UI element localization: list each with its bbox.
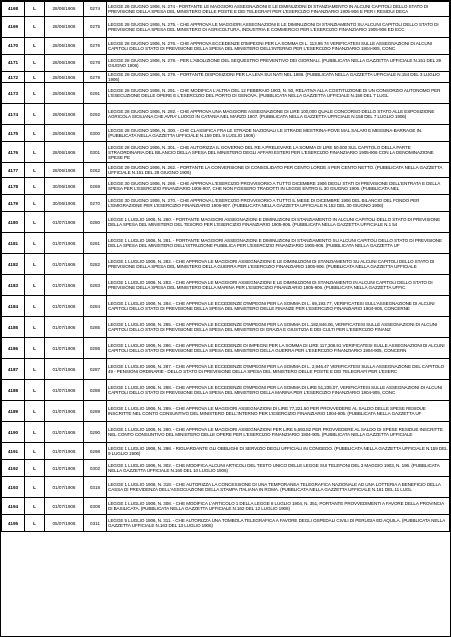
row-sequence: 0280	[84, 212, 107, 233]
row-description: LEGGE 1 LUGLIO 1906, N. 287. - CHE APPROVA LE ECCEDENZE D'IMPEGNI PER LA SOMMA DI L. 2,946.47 VERIFICATESI SULLA ASSEGNAZIONE DEL CAPITOLO 49 - PENSIONI ORDINARIE - DELLO STATO DI PREVISIONE DELLA SPESA DEL MINISTERO DELLE POSTE E DEI TELEGRAFI PER L'ESERC	[107, 359, 450, 380]
row-number: 4182	[2, 254, 25, 275]
row-number: 4188	[2, 380, 25, 401]
row-description: LEGGE 29 GIUGNO 1906, N. 262. - PORTANTE LA CONVERSIONE DI CONSOLIDATO PER CENTO LORDE 4 PER CENTO NETTO. (PUBBLICATA NELLA GAZZETTA UFFICIALE N.151 DEL 29 GIUGNO 1906)	[107, 163, 450, 178]
row-type: L	[25, 460, 45, 477]
row-sequence: 0290	[84, 422, 107, 443]
row-description: LEGGE 1 LUGLIO 1906, N. 298. - RIGUARDANTE GLI OBBLIGHI DI SERVIZIO DEGLI UFFICIALI IN CONGEDO. (PUBBLICATA NELLA GAZZETTA UFFICIALE N.159 DEL 9 LUGLIO 1906)	[107, 443, 450, 460]
table-row[interactable]	[2, 17, 450, 38]
row-sequence: 0281	[84, 233, 107, 254]
row-date: 28/06/1906	[45, 83, 84, 104]
row-type: L	[25, 498, 45, 515]
table-row[interactable]	[2, 212, 450, 233]
row-sequence: 0300	[84, 125, 107, 142]
table-row[interactable]	[2, 83, 450, 104]
table-row[interactable]	[2, 515, 450, 532]
row-number: 4170	[2, 38, 25, 55]
row-description: LEGGE 1 LUGLIO 1906, N. 302. - CHE MODIFICA ALCUNI ARTICOLI DEL TESTO UNICO DELLE LEGGE SUI TELEFONI DEL 3 MAGGIO 1903, N. 196. (PUBBLICATA NELLA GAZZETTA UFFICIALE N.160 DEL 10 LUGLIO 1906)	[107, 460, 450, 477]
row-description: LEGGE 28 GIUGNO 1906, N. 291. - CHE MODIFICA L'ALTRA DEL 12 FEBBRAIO 1903, N. 50, RELATIVA ALLA COSTITUZIONE DI UN CONSORZIO AUTONOMO PER L'ESECUZIONE DELLE OPERE E L'ESERCIZIO DEL PORTO DI GENOVA. (PUBBLICATA NELLA GAZZETTA UFFICIALE N.158 DEL 7 LUGL	[107, 83, 450, 104]
row-description: LEGGE 1 LUGLIO 1906, N. 290. - CHE APPROVA LE MAGGIORI ASSEGNAZIONI PER LIRE 5,693.82 PER PROVVEDERE AL SALDO DI SPESE RESIDUE INSCRITTE NEL CONTO CONSUNTIVO DEL MINISTERO DELLE OPERE PER L'ESERCIZIO FINANZIARIO 1904-905. (PUBBLICATA NELLA GAZZETTA UFFICIALE	[107, 422, 450, 443]
row-date: 30/06/1906	[45, 178, 84, 195]
row-type: L	[25, 317, 45, 338]
row-number: 4187	[2, 359, 25, 380]
row-number: 4190	[2, 422, 25, 443]
row-date: 01/07/1906	[45, 380, 84, 401]
table-row[interactable]	[2, 254, 450, 275]
row-number: 4168	[2, 2, 25, 17]
row-date: 28/06/1906	[45, 142, 84, 163]
row-date: 01/07/1906	[45, 460, 84, 477]
row-type: L	[25, 296, 45, 317]
row-type: L	[25, 104, 45, 125]
row-number: 4171	[2, 55, 25, 72]
row-date: 01/07/1906	[45, 422, 84, 443]
table-row[interactable]	[2, 296, 450, 317]
row-type: L	[25, 515, 45, 532]
table-row[interactable]	[2, 443, 450, 460]
row-description: LEGGE 1 LUGLIO 1906, N. 284. - CHE APPROVA LE ECCEDENZE D'IMPEGNI PER LA SOMMA DI L. 69,193.77, VERIFICATESI SULL'ASSEGNAZIONE DI ALCUNI CAPITOLI DELLO STATO DI PREVISIONE DELLA SPESA DEL MINISTERO DELLE FINANZE PER L'ESERCIZIO FINANZIARIO 1904-905, CONCERNE	[107, 296, 450, 317]
row-date: 28/06/1906	[45, 17, 84, 38]
row-description: LEGGE 28 GIUGNO 1906, N. 300. - CHE CLASSIFICA FRA LE STRADE NAZIONALI LE STRADE MESTRINA-POVE MAL SALARI E MESSINA-BARRAGE IN. (PUBBLICATA NELLA GAZZETTA UFFICIALE N.159 DEL 9 LUGLIO 1906)	[107, 125, 450, 142]
table-row[interactable]	[2, 498, 450, 515]
row-type: L	[25, 55, 45, 72]
row-type: L	[25, 125, 45, 142]
row-description: LEGGE 1 LUGLIO 1906, N. 280. - PORTANTE MAGGIORI ASSEGNAZIONI E DIMINUZIONI DI STANZIAMENTO IN ALCUNI CAPITOLI DELLO STATO DI PREVISIONE DELLA SPESA DEL MINISTERO DEL TESORO PER L'ESERCIZIO FINANZIARIO 1905-906. (PUBBLICATA NELLA GAZZETTA UFFICIALE N.1 54	[107, 212, 450, 233]
row-sequence: 0279	[84, 72, 107, 83]
table-body	[2, 2, 450, 532]
row-date: 28/06/1906	[45, 2, 84, 17]
row-date: 01/07/1906	[45, 212, 84, 233]
row-date: 01/07/1906	[45, 254, 84, 275]
row-date: 01/07/1906	[45, 443, 84, 460]
row-description: LEGGE 1 LUGLIO 1906, N. 308. - CHE MODIFICA L'ARTICOLO 1 DELLA LEGGE 8 LUGLIO 1904, N. 351, PORTANTE PROVVEDIMENTI A FAVORE DELLA PROVINCIA DI BASILICATA. (PUBBLICATA NELLA GAZZETTA UFFICIALE N.162 DEL 12 LUGLIO 1906)	[107, 498, 450, 515]
row-description: LEGGE 1 LUGLIO 1906, N. 318. - CHE AUTORIZZA LA CONCESSIONE DI UNA TEMPORANEA TELEGRAFICA NAZIONALE AD UNA LOTTERIA A BENEFICIO DELLA CASSA DI PREVIDENZA DELL'ASSOCIAZIONE DELLA STAMPA ITALIANA IN ROMA. (PUBBLICATA NELLA GAZZETTA UFFICIALE N.161 DEL 11 LUGL	[107, 477, 450, 498]
row-type: L	[25, 163, 45, 178]
row-number: 4189	[2, 401, 25, 422]
row-number: 4186	[2, 338, 25, 359]
row-number: 4177	[2, 163, 25, 178]
row-type: L	[25, 254, 45, 275]
row-description: LEGGE 28 GIUGNO 1906, N. 274 - PORTANTE LE MAGGIORI ASSEGNAZIONI E LE DIMINUZIONI DI STANZIAMENTO IN ALCUNI CAPITOLI DELLO STATO DI PREVISIONE DELLA SPESA DEL MINISTERO DELLE POSTE E DEI TELEGRAFI PER L'ESERCIZIO FINANZIARIO 1905-906 E PER I RESIDUI DECA	[107, 2, 450, 17]
row-sequence: 0301	[84, 142, 107, 163]
row-number: 4175	[2, 125, 25, 142]
table-row[interactable]	[2, 233, 450, 254]
row-sequence: 0292	[84, 104, 107, 125]
row-description: LEGGE 1 LUGLIO 1906, N. 285. - CHE APPROVA LE ECCEDENZE D'IMPEGNI PER LA SOMMA DI L.182,846.06, VERIFICATESI SULLE ASSEGNAZIONI DI ALCUNI CAPITOLI DELLO STATO DI PREVISIONE DELLA SPESA DEL MINISTERO DI GRAZIA E GIUSTIZIA E DEI CULTI PER L'ESERCIZIO FINANZ	[107, 317, 450, 338]
table-row[interactable]	[2, 401, 450, 422]
row-date: 28/06/1906	[45, 55, 84, 72]
row-sequence: 0283	[84, 275, 107, 296]
row-date: 28/06/1906	[45, 163, 84, 178]
row-number: 4183	[2, 275, 25, 296]
row-sequence: 0288	[84, 380, 107, 401]
row-type: L	[25, 195, 45, 212]
row-description: LEGGE 1 LUGLIO 1906, N. 286. - CHE APPROVA LE ECCEDENZE DI IMPEGNI PER LA SOMMA DI LIRE 117,306.91 VERIFICATESI SULLE ASSEGNAZIONI DI ALCUNI CAPITOLI DELLO STATO DI PREVISIONE DELLA SPESA DEL MINISTERO DELLA GUERRA PER L'ESERCIZIO FINANZIARIO 1904-905, CONCERN	[107, 338, 450, 359]
row-sequence: 0311	[84, 515, 107, 532]
row-sequence: 0276	[84, 38, 107, 55]
row-date: 01/07/1906	[45, 317, 84, 338]
row-description: LEGGE 28 GIUGNO 1906, N. 278. - PER L'ABOLIZIONE DEL SEQUESTRO PREVENTIVO DEI GIORNALI. (PUBBLICATA NELLA GAZZETTA UFFICIALE N.151 DEL 29 GIUGNO 1906)	[107, 55, 450, 72]
row-type: L	[25, 338, 45, 359]
row-description: LEGGE 30 GIUGNO 1906, N. 269. - CHE APPROVA L'ESERCIZIO PROVVISORIO A TUTTO DICEMBRE 1906 DEGLI STATI DI PREVISIONE DELL'ENTRATA E DELLA SPESA PER L'ESERCIZIO FINANZIARIO 1906-907, CHE NON FOSSERO TRADOTTI IN LEGGE ENTRO IL 30 GIUGNO 1906. (PUBBLICATA NEL	[107, 178, 450, 195]
table-row[interactable]	[2, 460, 450, 477]
row-sequence: 0318	[84, 477, 107, 498]
row-number: 4192	[2, 460, 25, 477]
row-sequence: 0308	[84, 498, 107, 515]
row-sequence: 0287	[84, 359, 107, 380]
table-row[interactable]	[2, 55, 450, 72]
row-description: LEGGE 1 LUGLIO 1906, N. 283. - CHE APPROVA LE MAGGIORI ASSEGNAZIONI E LE DIMINUZIONI DI STANZIAMENTO IN ALCUNI CAPITOLI DELLO STATO DI PREVISIONE DELLA SPESA DEL MINISTERO DELLA MARINA PER L'ESERCIZIO FINANZIARIO 1905-906. (PUBBLICATA NELLA GAZZETTA UFFIC	[107, 275, 450, 296]
row-sequence: 0291	[84, 83, 107, 104]
table-row[interactable]	[2, 338, 450, 359]
row-sequence: 0298	[84, 443, 107, 460]
table-row[interactable]	[2, 125, 450, 142]
row-sequence: 0262	[84, 163, 107, 178]
row-number: 4178	[2, 178, 25, 195]
row-sequence: 0302	[84, 460, 107, 477]
row-date: 05/07/1906	[45, 515, 84, 532]
row-type: L	[25, 178, 45, 195]
row-type: L	[25, 380, 45, 401]
row-type: L	[25, 477, 45, 498]
row-sequence: 0282	[84, 254, 107, 275]
row-number: 4185	[2, 317, 25, 338]
row-type: L	[25, 17, 45, 38]
table-row[interactable]	[2, 275, 450, 296]
row-description: LEGGE 28 GIUGNO 1906, N. 292. - CHE APPROVA UNA MAGGIORE ASSEGNAZIONE DI LIRE 100,000 QUALE CONCORSO DELLO STATO ALLE ESPOSIZIONE AGRICOLA SICILIANA CHE AVRA' LUOGO IN CATANIA NEL MARZO 1907. (PUBBLICATA NELLA GAZZETTA UFFICIALE N.158 DEL 7 LUGLIO 1906)	[107, 104, 450, 125]
row-number: 4184	[2, 296, 25, 317]
row-number: 4194	[2, 498, 25, 515]
row-date: 28/06/1906	[45, 104, 84, 125]
row-sequence: 0285	[84, 317, 107, 338]
row-type: L	[25, 233, 45, 254]
table-row[interactable]	[2, 163, 450, 178]
row-type: L	[25, 422, 45, 443]
row-type: L	[25, 83, 45, 104]
row-sequence: 0289	[84, 401, 107, 422]
row-description: LEGGE 28 GIUGNO 1906, N. 301. - CHE AUTORIZZA IL GOVERNO DEL RE A PRELEVARE LA SOMMA DI LIRE 50.000 SUL CAPITOLO DELLA PARTE STRAORDINARIA DEL BILANCIO DELLA SPESA DEL MINISTERO DEGLI AFFARI ESTERI PER L'ESERCIZIO FINANZIARIO 1905-906 CON LA DENOMINAZIONE SPESE PE	[107, 142, 450, 163]
row-type: L	[25, 38, 45, 55]
row-date: 01/07/1906	[45, 359, 84, 380]
row-number: 4173	[2, 83, 25, 104]
row-date: 01/07/1906	[45, 498, 84, 515]
row-number: 4174	[2, 104, 25, 125]
row-description: LEGGE 5 LUGLIO 1906, N. 311. - CHE AUTORIZZA UNA TOMBOLA TELEGRAFICA A FAVORE DEGLI OSPEDALI CIVILI DI PERUGIA ED AQUILA. (PUBBLICATA NELLA GAZZETTA UFFICIALE N.163 DEL 13 LUGLIO 1906)	[107, 515, 450, 532]
legislation-table	[1, 1, 450, 532]
row-type: L	[25, 443, 45, 460]
row-type: L	[25, 401, 45, 422]
row-type: L	[25, 275, 45, 296]
row-description: LEGGE 28 GIUGNO 1906, N. 276. - CHE APPROVA ECCEDENZE D'IMPEGNI PER LA SOMMA DI L. 113.95 74 VERIFICATESI SULLE ASSEGNAZIONI DI ALCUNI CAPITOLI DELLO STATO DI PREVISIONE DELLA SPESA DEL MINISTERO DELL'INTERNO PER L'ESERCIZIO FINANZIARIO 1904-905, CONC	[107, 38, 450, 55]
row-date: 01/07/1906	[45, 296, 84, 317]
table-row[interactable]	[2, 178, 450, 195]
row-date: 01/07/1906	[45, 477, 84, 498]
row-number: 4179	[2, 195, 25, 212]
row-sequence: 0284	[84, 296, 107, 317]
row-type: L	[25, 212, 45, 233]
row-description: LEGGE 1 LUGLIO 1906, N. 288. - CHE APPROVA LE ECCEDENZE D'IMPEGNI PER LA SOMMA DI LIRE 51,235.07, VERIFICATESI SULLE ASSEGNAZIONI DI ALCUNI CAPITOLI DELLO STATO DI PREVISIONE DELLA SPESA DEL MINISTERO DELLA MARINA PER L'ESERCIZIO FINANZIARIO 1904-905, CONC	[107, 380, 450, 401]
row-number: 4195	[2, 515, 25, 532]
row-date: 01/07/1906	[45, 338, 84, 359]
row-date: 30/06/1906	[45, 195, 84, 212]
table-row[interactable]	[2, 317, 450, 338]
table-row[interactable]	[2, 142, 450, 163]
row-number: 4169	[2, 17, 25, 38]
row-date: 01/07/1906	[45, 401, 84, 422]
row-sequence: 0275	[84, 17, 107, 38]
row-number: 4180	[2, 212, 25, 233]
table-row[interactable]	[2, 380, 450, 401]
row-number: 4172	[2, 72, 25, 83]
table-row[interactable]	[2, 72, 450, 83]
row-sequence: 0286	[84, 338, 107, 359]
row-description: LEGGE 28 GIUGNO 1906, N. 279. - PORTANTE DISPOSIZIONI PER LA LEVA SUI NATI NEL 1886. (PUBBLICATA NELLA GAZZETTA UFFICIALE N.154 DEL 3 LUGLIO 1906)	[107, 72, 450, 83]
table-row[interactable]	[2, 195, 450, 212]
row-number: 4181	[2, 233, 25, 254]
row-number: 4193	[2, 477, 25, 498]
table-row[interactable]	[2, 104, 450, 125]
row-description: LEGGE 1 LUGLIO 1906, N. 289. - CHE APPROVA LE MAGGIORI ASSEGNAZIONI DI LIRE 77,221.50 PER PROVVEDERE AL SALDO DELLE SPESE RESIDUE INSCRITTE NEL CONTO CONSUNTIVO DEL MINISTERO DELL'INTERNO PER L'ESERCIZIO FINANZIARIO 1904-905. (PUBBLICATA NELLA GAZZETTA UF	[107, 401, 450, 422]
row-description: LEGGE 30 GIUGNO 1906, N. 270. - CHE APPROVA L'ESERCIZIO PROVVISORIO A TUTTO IL MESE DI DICEMBRE 1906 DEL BILANCIO DEL FONDO PER L'EMIGRAZIONE PER L'ESERCIZIO FINANZIARIO 1906-907. (PUBBLICATA NELLA GAZZETTA UFFICIALE N.152 DEL 30 GIUGNO 1906)	[107, 195, 450, 212]
row-date: 28/06/1906	[45, 72, 84, 83]
row-date: 01/07/1906	[45, 275, 84, 296]
row-sequence: 0278	[84, 55, 107, 72]
table-row[interactable]	[2, 477, 450, 498]
row-description: LEGGE 1 LUGLIO 1906, N. 281. - PORTANTE MAGGIORI ASSEGNAZIONI E DIMINUZIONI DI STANZIAMENTO SU ALCUNI CAPITOLI DELLO STATO DI PREVISIONE DELLA SPESA DEL MINISTERO DELL'ISTRUZIONE PUBBLICA PER L'ESERCIZIO FINANZIARIO 1905-906. (PUBBLICATA NELLA GAZZETTA UF	[107, 233, 450, 254]
row-date: 28/06/1906	[45, 125, 84, 142]
row-number: 4191	[2, 443, 25, 460]
row-sequence: 0270	[84, 195, 107, 212]
row-sequence: 0269	[84, 178, 107, 195]
table-row[interactable]	[2, 359, 450, 380]
row-type: L	[25, 359, 45, 380]
row-number: 4176	[2, 142, 25, 163]
table-row[interactable]	[2, 38, 450, 55]
row-description: LEGGE 28 GIUGNO 1906, N. 275. - CHE APPROVA LE MAGGIORI ASSEGNAZIONI E LE DIMINUZIONI DI STANZIAMENTO SU ALCUNI CAPITOLI DELLO STATO DI PREVISIONE DELLA SPESA DEL MINISTERO DI AGRICOLTURA, INDUSTRIA E COMMERCIO PER L'ESERCIZIO FINANZIARIO 1905-906 ED ECC	[107, 17, 450, 38]
row-date: 28/06/1906	[45, 38, 84, 55]
row-description: LEGGE 1 LUGLIO 1906, N. 282. - CHE APPROVA LE MAGGIORI ASSEGNAZIONI E LE DIMINUZIONI DI STANZIAMENTO SU ALCUNI CAPITOLI DELLO STATO DI PREVISIONE DELLA SPESA DEL MINISTERO DELLA GUERRA PER L'ESERCIZIO FINANZIARIO 1905-906. (PUBBLICATA NELLA GAZZETTA UFFICIALE	[107, 254, 450, 275]
table-row[interactable]	[2, 422, 450, 443]
row-type: L	[25, 142, 45, 163]
row-sequence: 0274	[84, 2, 107, 17]
row-date: 01/07/1906	[45, 233, 84, 254]
row-type: L	[25, 72, 45, 83]
table-row[interactable]	[2, 2, 450, 17]
row-type: L	[25, 2, 45, 17]
